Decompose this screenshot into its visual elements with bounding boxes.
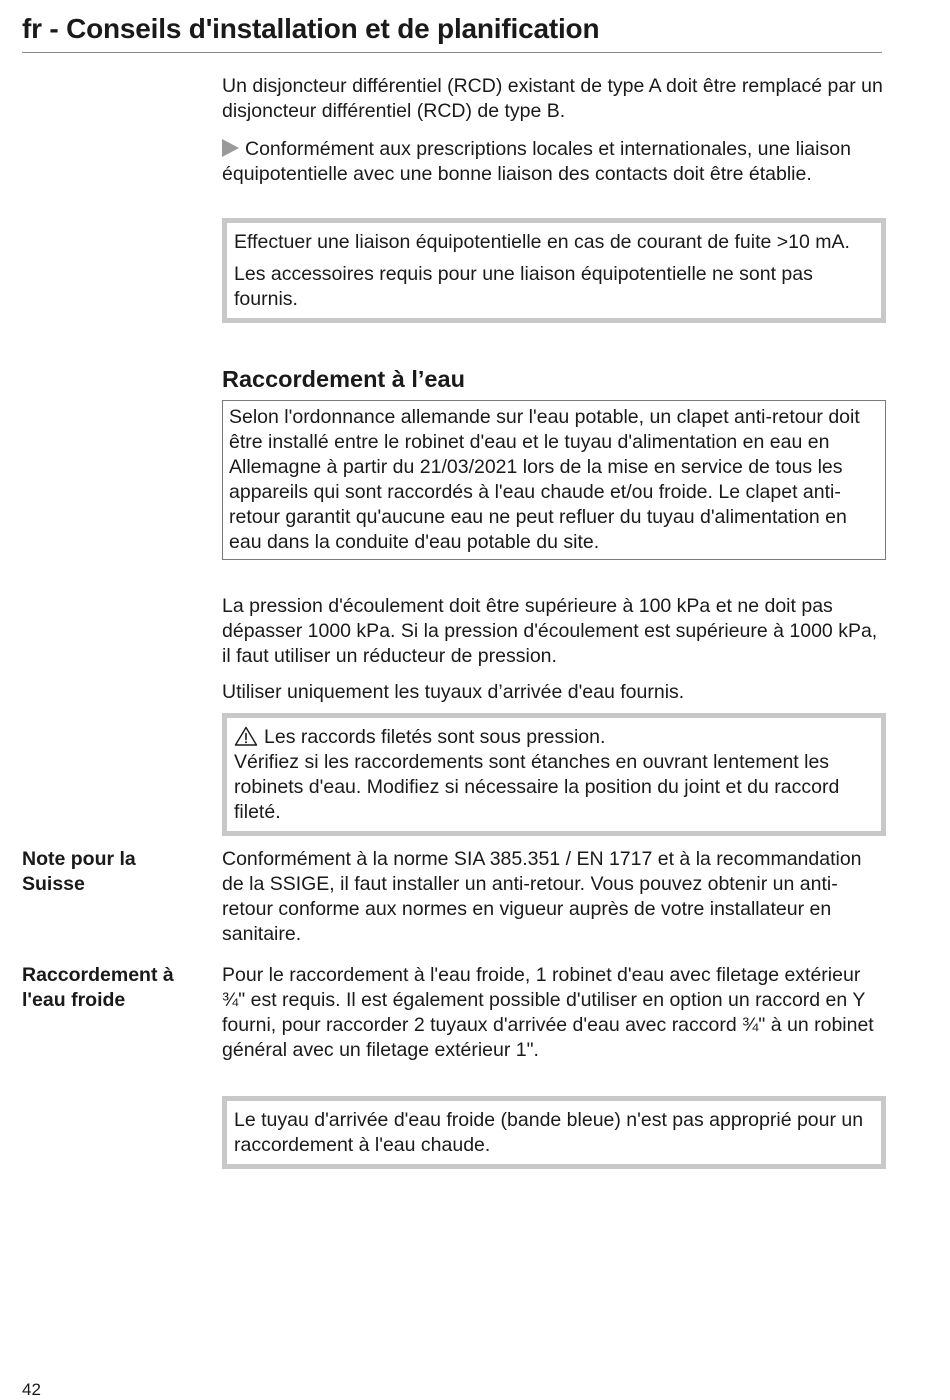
german-regulation-box xyxy=(222,400,886,560)
warning-title: Les raccords filetés sont sous pression. xyxy=(264,726,606,748)
warning-triangle-icon xyxy=(234,726,258,746)
rcd-paragraph xyxy=(222,74,886,124)
cold-water-note-text: Le tuyau d'arrivée d'eau froide (bande bleue) n'est pas approprié pour un raccordement à l'eau chaude. xyxy=(234,1109,864,1156)
swiss-note-text: Conformément à la norme SIA 385.351 / EN 1717 et à la recommandation de la SSIGE, il faut installer un anti-retour. Vous pouvez obtenir un anti-retour conforme aux normes en vigueur auprès de votre installateur en sanitaire. xyxy=(222,848,862,945)
cold-water-note-box xyxy=(222,1096,886,1169)
equipotential-note-box xyxy=(222,218,886,323)
hoses-text: Utiliser uniquement les tuyaux d’arrivée d'eau fournis. xyxy=(222,681,685,703)
water-section-title: Raccordement à l’eau xyxy=(222,366,465,392)
cold-water-label: Raccordement à l'eau froide xyxy=(22,964,174,1011)
warning-body: Vérifiez si les raccordements sont étanches en ouvrant lentement les robinets d'eau. Modifiez si nécessaire la position du joint et du raccord fileté. xyxy=(234,751,840,823)
swiss-note-label: Note pour la Suisse xyxy=(22,848,136,895)
german-regulation-text: Selon l'ordonnance allemande sur l'eau potable, un clapet anti-retour doit être installé entre le robinet d'eau et le tuyau d'alimentation en eau en Allemagne à partir du 21/03/2021 lors de la mise en service de tous les appareils qui sont raccordés à l'eau chaude et/ou froide. Le clapet anti-retour garantit qu'aucune eau ne peut refluer du tuyau d'alimentation en eau dans la conduite d'eau potable du site. xyxy=(229,406,860,553)
cold-water-paragraph xyxy=(222,963,882,1063)
page-title: fr - Conseils d'installation et de planification xyxy=(22,13,600,44)
page-header xyxy=(22,12,882,53)
triangle-bullet-icon xyxy=(222,139,239,157)
swiss-note-paragraph xyxy=(222,847,886,947)
hoses-paragraph xyxy=(222,680,886,705)
equipotential-note-line1: Effectuer une liaison équipotentielle en cas de courant de fuite >10 mA. xyxy=(234,231,850,253)
cold-water-text: Pour le raccordement à l'eau froide, 1 robinet d'eau avec filetage extérieur ¾" est requis. Il est également possible d'utiliser en option un raccord en Y fourni, pour raccorder 2 tuyaux d'arrivée d'eau avec raccord ¾" à un robinet général avec un filetage extérieur 1". xyxy=(222,964,874,1061)
pressure-text: La pression d'écoulement doit être supérieure à 100 kPa et ne doit pas dépasser 1000 kPa. Si la pression d'écoulement est supérieure à 1000 kPa, il faut utiliser un réducteur de pression. xyxy=(222,595,878,667)
equipotential-note-line2: Les accessoires requis pour une liaison équipotentielle ne sont pas fournis. xyxy=(234,263,813,310)
page-number: 42 xyxy=(22,1380,41,1399)
equipotential-paragraph xyxy=(222,137,886,187)
equipotential-text: Conformément aux prescriptions locales et internationales, une liaison équipotentielle avec une bonne liaison des contacts doit être établie. xyxy=(222,138,851,185)
pressure-paragraph xyxy=(222,594,886,669)
rcd-text: Un disjoncteur différentiel (RCD) existant de type A doit être remplacé par un disjoncteur différentiel (RCD) de type B. xyxy=(222,75,883,122)
pressure-warning-box xyxy=(222,713,886,836)
